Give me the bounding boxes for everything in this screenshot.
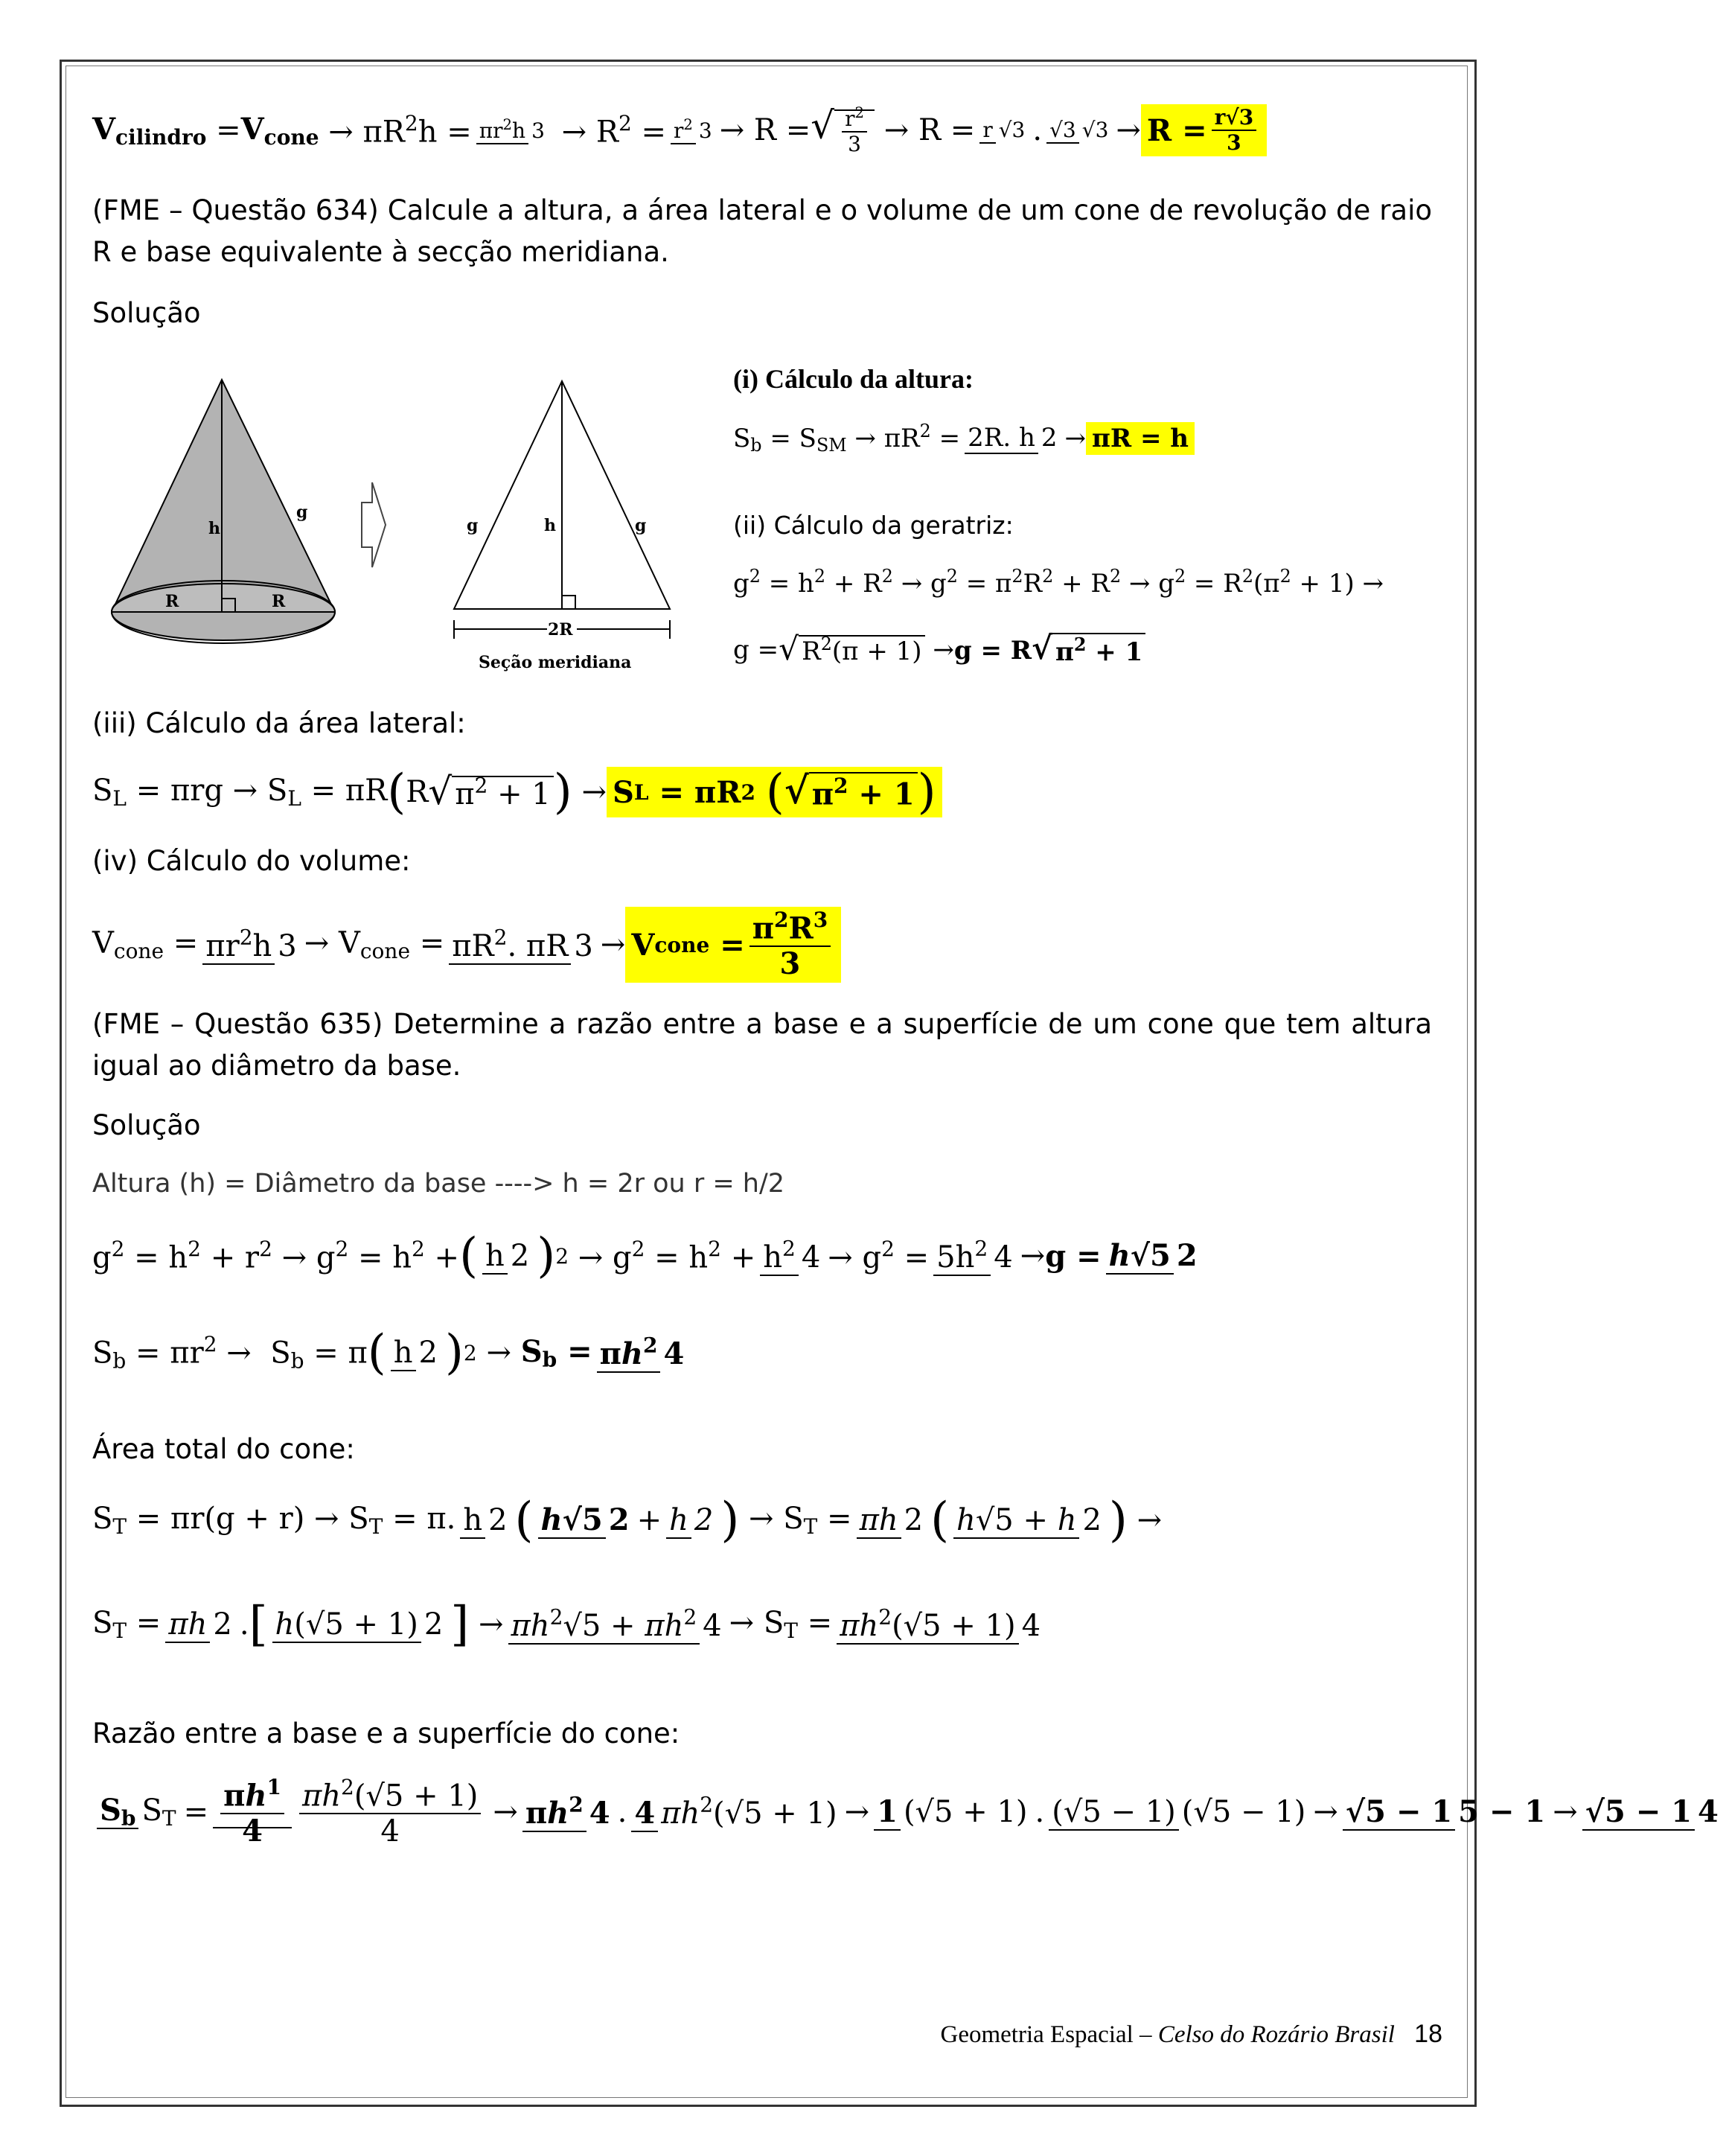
solution-heading-635: Solução [92,1109,201,1141]
equation-volume: $V_{cone}$ = $\pi r^2h$ 3 → $V_{cone}$ = $\pi R^2$. πR 3 → V cone = $\pi^2R^3$ 3 [92,907,841,983]
equation-base-area: $S_b = \pi r^2 \to S_b = \pi$ ( h 2 ) 2 → $S_b$ = $\pi h^2$ 4 [92,1325,685,1380]
page-number: 18 [1414,2020,1442,2048]
step-i-title: (i) Cálculo da altura: [733,364,974,394]
footer-title: Geometria Espacial – [940,2021,1152,2048]
cone-radius-label-right: R [272,592,286,611]
cone-height-label: h [208,519,220,538]
cone-radius-label-left: R [165,592,179,611]
transform-arrow-icon [359,476,389,573]
footer-author: Celso do Rozário Brasil [1157,2021,1395,2048]
equation-ratio: $S_b$ $S_T$ = $\frac{\pi h^1}{4}$ $\frac{\pi h^2(√5 + 1)}{4}$ → $\pi h^2$ 4 . 4 $\pi h^2(√5 + 1)$ → 1 (√5 + 1) . (√5 − 1) (√5 − 1) → √5 − 1 5 − 1 → √5 − 1 4 [92,1776,1726,1849]
equation-volume-equality: $V_{cilindro}$ = $V_{cone}$ → $\pi R^2h$ = $\pi r^2h$ 3 → $R^2$ = $r^2$ 3 → R = √ $\frac{r^2}{3}$ → R = r √3 . √3 √3 → R = r√3 3 [92,104,1267,156]
equation-slant-q635: $g^2 = h^2 + r^2 \to g^2 = h^2$ + ( h 2 ) 2 → $g^2 = h^2$ + $h^2$ 4 → $g^2$ = $5h^2$ 4 → g = h√5 2 [92,1228,1198,1283]
question-635-text: (FME – Questão 635) Determine a razão entre a base e a superfície de um cone que tem altura igual ao diâmetro da base. [92,1008,1432,1082]
cone-slant-label: g [296,503,308,522]
note-height-diameter: Altura (h) = Diâmetro da base ----> h = 2r ou r = h/2 [92,1169,785,1199]
ratio-title: Razão entre a base e a superfície do cone: [92,1718,680,1750]
section-height-label: h [544,516,556,535]
section-base-label: 2R [548,620,573,640]
step-ii-title: (ii) Cálculo da geratriz: [733,511,1014,540]
equation-total-area-1: $S_T = \pi r(g + r) \to S_T = \pi$. h 2 ( h√5 2 + h 2 ) → $S_T$ = πh 2 ( h√5 + h 2 ) → [92,1493,1163,1548]
cone-diagram [104,372,357,677]
equation-lateral-area: $S_L = \pi rg \to S_L = \pi R$ ( R √ $\pi^2 + 1$ ) → S L = πR 2 ( √ $\pi^2 + 1$ ) [92,767,942,817]
equation-slant-1: $g^2 = h^2 + R^2 \to g^2 = \pi^2R^2 + R^2 \to g^2 = R^2(\pi^2 + 1)$ → [733,566,1384,599]
section-slant-label-left: g [467,516,479,535]
solution-heading-634: Solução [92,297,201,329]
page-footer [941,2020,1442,2049]
step-iii-title: (iii) Cálculo da área lateral: [92,707,466,739]
step-iv-title: (iv) Cálculo do volume: [92,845,411,877]
meridian-section-diagram [443,372,681,677]
question-634-text: (FME – Questão 634) Calcule a altura, a área lateral e o volume de um cone de revolução de raio R e base equivalente à secção meridiana. [92,194,1432,268]
section-slant-label-right: g [635,516,647,535]
equation-total-area-2: $S_T$ = πh 2 . [ h(√5 + 1) 2 ] → $\pi h^2√5 + \pi h^2$ 4 → $S_T$ = $\pi h^2(√5 + 1)$ 4 [92,1597,1041,1652]
equation-slant-2: g = √ $R^2(\pi + 1)$ → g = R √ $\pi^2 + 1$ [733,633,1145,667]
section-caption: Seção meridiana [479,653,632,672]
equation-height: $S_b = S_{SM} \to \pi R^2$ = 2R. h 2 → πR = h [733,421,1195,456]
total-area-title: Área total do cone: [92,1433,355,1465]
